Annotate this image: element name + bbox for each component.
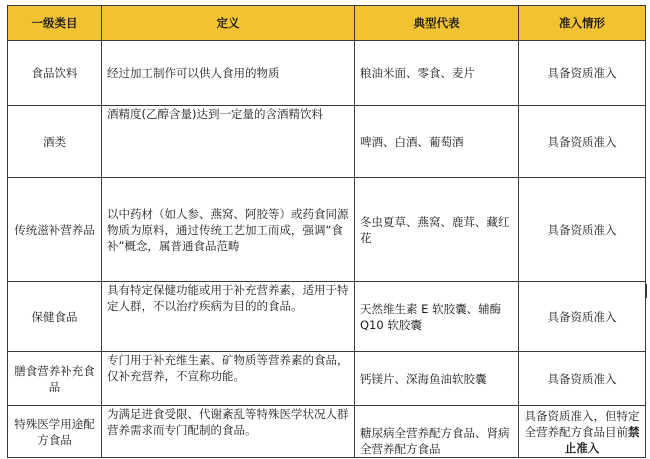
table-row: [8, 282, 646, 352]
access-text: 具备资质准入，但特定全营养配方食品目前: [524, 408, 640, 439]
category-cell: 保健食品: [8, 282, 102, 352]
header-access: 准入情形: [519, 6, 646, 41]
access-cell: 具备资质准入: [519, 178, 646, 282]
access-cell: 具备资质准入: [519, 352, 646, 406]
access-cell: 具备资质准入: [519, 282, 646, 352]
header-category: 一级类目: [8, 6, 102, 41]
examples-cell: 啤酒、白酒、葡萄酒: [355, 106, 519, 178]
examples-cell: 粮油米面、零食、麦片: [355, 41, 519, 106]
category-cell: 食品饮料: [8, 41, 102, 106]
table-row: [8, 41, 646, 106]
examples-cell: 钙镁片、深海鱼油软胶囊: [355, 352, 519, 406]
definition-cell: 经过加工制作可以供人食用的物质: [102, 41, 355, 106]
examples-cell: 天然维生素 E 软胶囊、辅酶 Q10 软胶囊: [355, 282, 519, 352]
header-definition: 定义: [102, 6, 355, 41]
examples-cell: 冬虫夏草、燕窝、鹿茸、藏红花: [355, 178, 519, 282]
access-cell: 具备资质准入: [519, 41, 646, 106]
table-row: [8, 178, 646, 282]
table-row: [8, 406, 646, 458]
examples-cell: 糖尿病全营养配方食品、肾病全营养配方食品: [355, 406, 519, 458]
category-cell: 特殊医学用途配方食品: [8, 406, 102, 458]
definition-cell: 具有特定保健功能或用于补充营养素，适用于特定人群，不以治疗疾病为目的的食品。: [102, 282, 355, 352]
category-cell: 膳食营养补充食品: [8, 352, 102, 406]
header-row: [8, 6, 646, 41]
definition-cell: 专门用于补充维生素、矿物质等营养素的食品，仅补充营养，不宣称功能。: [102, 352, 355, 406]
category-cell: 传统滋补营养品: [8, 178, 102, 282]
table-row: [8, 352, 646, 406]
table-row: [8, 106, 646, 178]
header-examples: 典型代表: [355, 6, 519, 41]
edge-marker: [645, 284, 647, 298]
definition-cell: 酒精度(乙醇含量)达到一定量的含酒精饮料: [102, 106, 355, 178]
access-emphasis: 禁止准入: [564, 424, 640, 455]
category-cell: 酒类: [8, 106, 102, 178]
food-category-table: [7, 5, 646, 458]
access-cell: 具备资质准入: [519, 106, 646, 178]
access-cell: [519, 406, 646, 458]
definition-cell: 为满足进食受限、代谢紊乱等特殊医学状况人群营养需求而专门配制的食品。: [102, 406, 355, 458]
definition-cell: 以中药材（如人参、燕窝、阿胶等）或药食同源物质为原料，通过传统工艺加工而成，强调“食补”概念，属普通食品范畴: [102, 178, 355, 282]
